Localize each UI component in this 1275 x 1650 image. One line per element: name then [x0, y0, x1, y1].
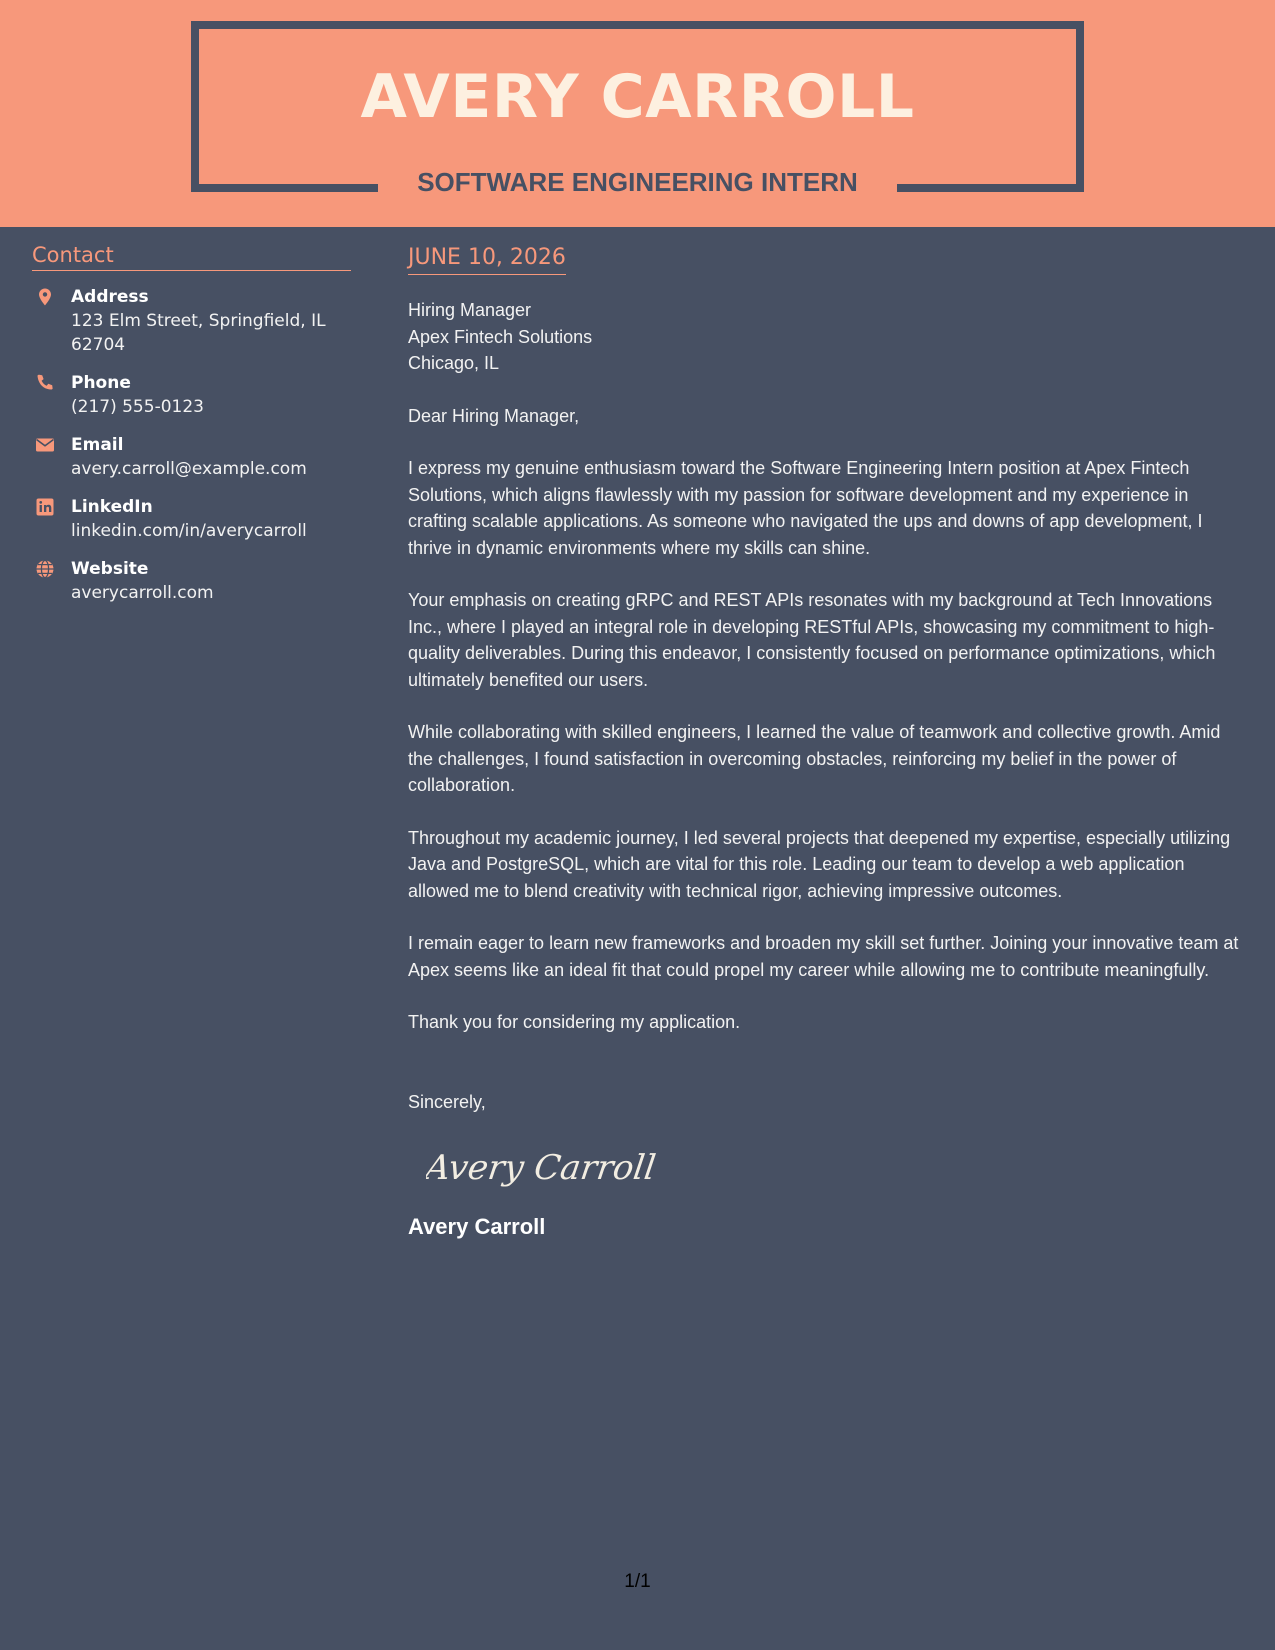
signature-text: Avery Carroll — [426, 1148, 659, 1188]
contact-value: averycarroll.com — [71, 583, 214, 603]
contact-label: Email — [71, 435, 124, 455]
page-number: 1/1 — [624, 1571, 651, 1592]
contact-item-phone — [32, 371, 351, 419]
contact-item-email — [32, 433, 351, 481]
contact-label: Phone — [71, 373, 131, 393]
contact-label: Website — [71, 559, 149, 579]
globe-icon — [35, 559, 55, 579]
closing: Sincerely, — [408, 1091, 486, 1112]
phone-icon — [35, 373, 55, 393]
contact-heading: Contact — [32, 243, 351, 271]
contact-value: linkedin.com/in/averycarroll — [71, 521, 307, 541]
job-title: SOFTWARE ENGINEERING INTERN — [417, 167, 858, 197]
recipient-line: Chicago, IL — [408, 353, 500, 373]
letter-paragraph: While collaborating with skilled engineers, I learned the value of teamwork and collective growth. Amid the challenges, I found satisfaction in overcoming obstacles, reinforcing my belief in the power of collaboration. — [408, 722, 1221, 795]
contact-item-linkedin — [32, 495, 351, 543]
recipient-line: Hiring Manager — [408, 300, 532, 320]
letter-date: JUNE 10, 2026 — [408, 245, 566, 275]
recipient-block — [408, 297, 1248, 377]
linkedin-icon — [35, 497, 55, 517]
contact-label: LinkedIn — [71, 497, 153, 517]
letter-paragraph: Your emphasis on creating gRPC and REST APIs resonates with my background at Tech Innovations Inc., where I played an integral role in developing RESTful APIs, showcasing my commitment to high-quality deliverables. During this endeavor, I consistently focused on performance optimizations, which ultimately benefited our users. — [408, 590, 1216, 690]
recipient-line: Apex Fintech Solutions — [408, 326, 593, 347]
contact-sidebar — [32, 243, 351, 605]
applicant-name: AVERY CARROLL — [360, 62, 915, 132]
envelope-icon — [35, 435, 55, 455]
letter-body — [408, 245, 1248, 1240]
letter-paragraph: I remain eager to learn new frameworks and broaden my skill set further. Joining your innovative team at Apex seems like an ideal fit that could propel my career while allowing me to contribute meaningfully. — [408, 933, 1239, 980]
contact-item-address — [32, 285, 351, 357]
salutation: Dear Hiring Manager, — [408, 405, 580, 426]
letter-paragraph: I express my genuine enthusiasm toward the Software Engineering Intern position at Apex Fintech Solutions, which aligns flawlessly with my passion for software development and my experience in crafting scalable applications. As someone who navigated the ups and downs of app development, I thrive in dynamic environments where my skills can shine. — [408, 458, 1203, 558]
letter-paragraph: Thank you for considering my application. — [408, 1012, 741, 1032]
contact-value: (217) 555-0123 — [71, 397, 204, 417]
contact-item-website — [32, 557, 351, 605]
contact-value: 123 Elm Street, Springfield, IL 62704 — [71, 311, 326, 355]
signature-image — [426, 1137, 666, 1197]
signer-name: Avery Carroll — [408, 1214, 546, 1239]
contact-label: Address — [71, 287, 149, 307]
contact-value: avery.carroll@example.com — [71, 459, 307, 479]
header-banner — [0, 0, 1275, 227]
map-pin-icon — [35, 287, 55, 307]
letter-paragraph: Throughout my academic journey, I led several projects that deepened my expertise, especially utilizing Java and PostgreSQL, which are vital for this role. Leading our team to develop a web application allowed me to blend creativity with technical rigor, achieving impressive outcomes. — [408, 827, 1231, 901]
